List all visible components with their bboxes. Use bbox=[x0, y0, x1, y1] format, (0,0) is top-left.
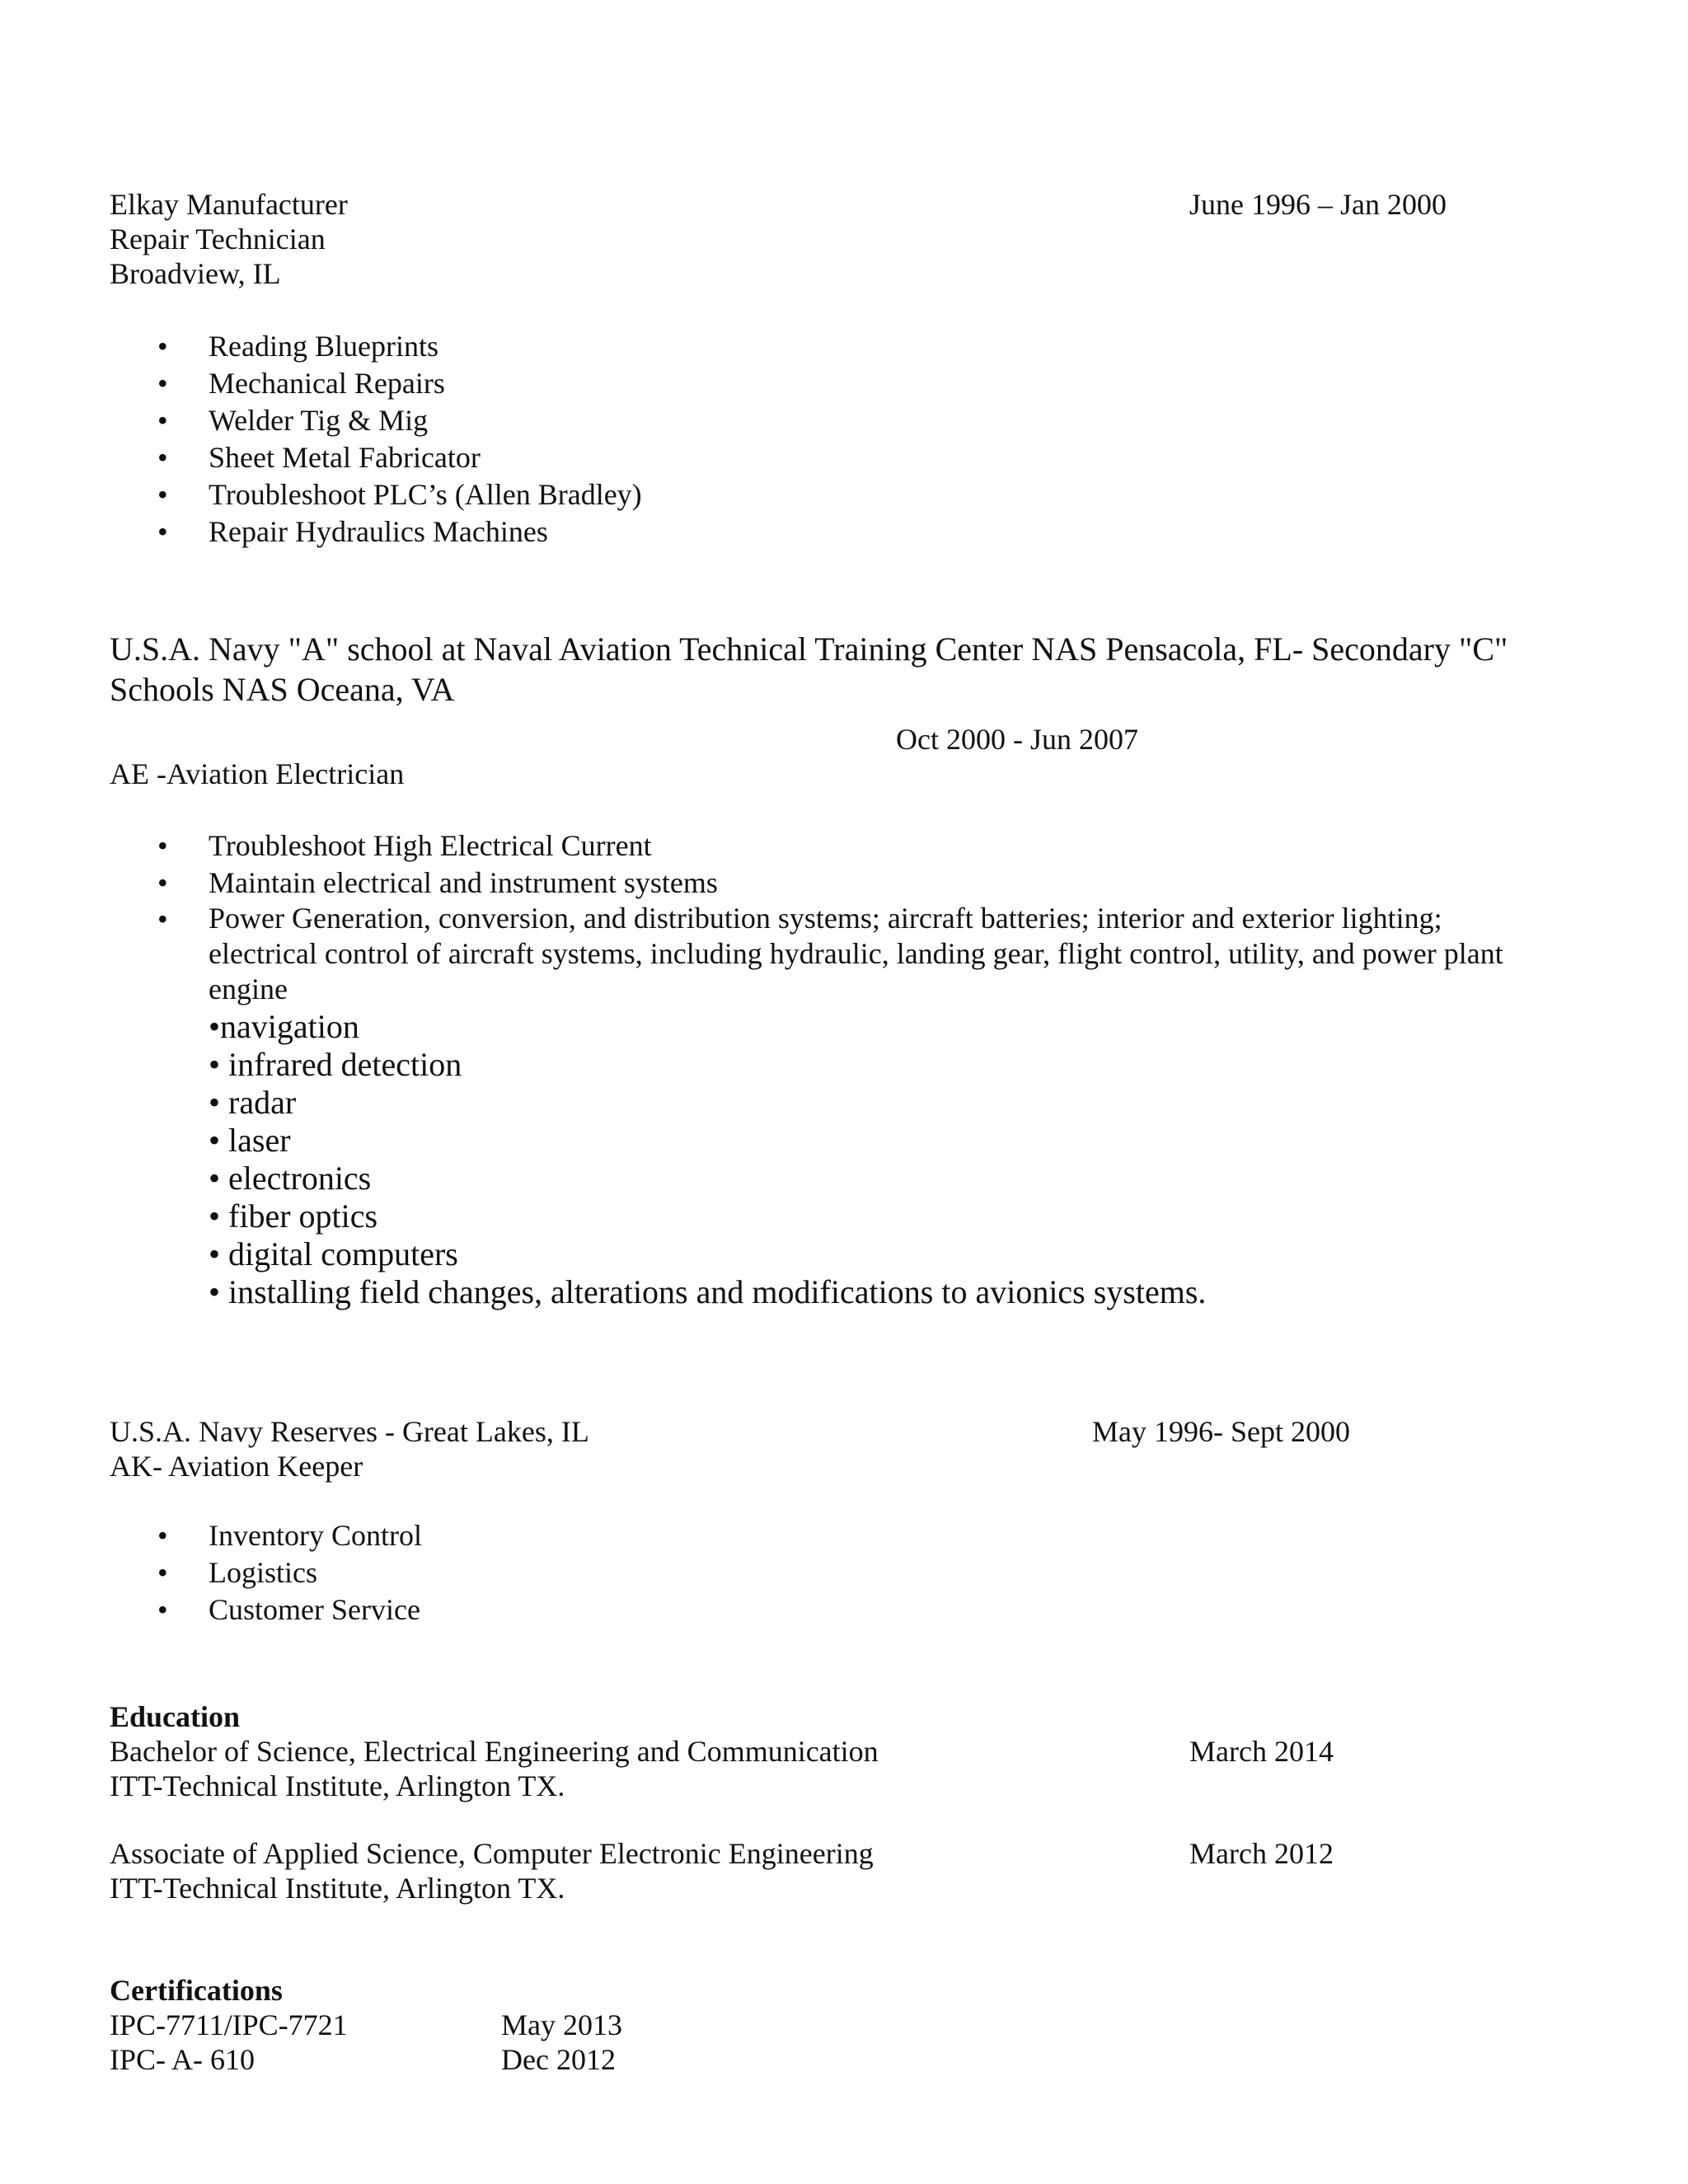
elkay-duties-list bbox=[110, 328, 642, 551]
certification-date: Dec 2012 bbox=[501, 2043, 616, 2076]
reserves-title: AK- Aviation Keeper bbox=[110, 1450, 363, 1483]
list-item: • Maintain electrical and instrument systems bbox=[110, 865, 718, 902]
list-item: • laser bbox=[209, 1122, 291, 1159]
degree-associate: Associate of Applied Science, Computer Electronic Engineering bbox=[110, 1837, 874, 1870]
list-item: • Inventory Control bbox=[110, 1517, 422, 1554]
elkay-dates: June 1996 – Jan 2000 bbox=[1189, 188, 1447, 221]
navy-systems-list bbox=[209, 1008, 1206, 1311]
list-item: • Repair Hydraulics Machines bbox=[110, 513, 642, 551]
elkay-company: Elkay Manufacturer bbox=[110, 188, 348, 221]
elkay-title: Repair Technician bbox=[110, 223, 326, 255]
degree-associate-school: ITT-Technical Institute, Arlington TX. bbox=[110, 1872, 565, 1905]
certifications-heading: Certifications bbox=[110, 1974, 283, 2007]
list-item: • infrared detection bbox=[209, 1046, 462, 1083]
list-item: • digital computers bbox=[209, 1235, 458, 1272]
list-item: • Logistics bbox=[110, 1554, 422, 1591]
list-item: • installing field changes, alterations and modifications to avionics systems. bbox=[209, 1273, 1207, 1310]
bullet-icon: • bbox=[157, 902, 168, 935]
navy-title: AE -Aviation Electrician bbox=[110, 757, 405, 790]
certification-date: May 2013 bbox=[501, 2008, 622, 2041]
certification-name: IPC- A- 610 bbox=[110, 2043, 256, 2076]
education-heading: Education bbox=[110, 1700, 241, 1733]
list-item: • Welder Tig & Mig bbox=[110, 402, 642, 439]
navy-heading-line1: U.S.A. Navy "A" school at Naval Aviation Technical Training Center NAS Pensacola, FL- Secondary "C" bbox=[110, 630, 1508, 668]
reserves-heading: U.S.A. Navy Reserves - Great Lakes, IL bbox=[110, 1415, 589, 1448]
list-item: • fiber optics bbox=[209, 1197, 378, 1235]
degree-bachelor-date: March 2014 bbox=[1189, 1735, 1334, 1768]
navy-duties-list bbox=[110, 827, 718, 902]
degree-bachelor: Bachelor of Science, Electrical Engineering and Communication bbox=[110, 1735, 879, 1768]
list-item: • Sheet Metal Fabricator bbox=[110, 439, 642, 476]
degree-bachelor-school: ITT-Technical Institute, Arlington TX. bbox=[110, 1769, 565, 1802]
reserves-duties-list bbox=[110, 1517, 422, 1629]
elkay-location: Broadview, IL bbox=[110, 257, 281, 290]
navy-power-generation-text: Power Generation, conversion, and distribution systems; aircraft batteries; interior and exterior lighting; electrical control of aircraft systems, including hydraulic, landing gear, flight control, utility, and power plant engine bbox=[209, 902, 1503, 1005]
degree-associate-date: March 2012 bbox=[1189, 1837, 1334, 1870]
list-item: • Customer Service bbox=[110, 1591, 422, 1629]
list-item: • electronics bbox=[209, 1160, 372, 1197]
list-item: • radar bbox=[209, 1084, 297, 1121]
navy-dates: Oct 2000 - Jun 2007 bbox=[896, 723, 1138, 756]
navy-heading-line2: Schools NAS Oceana, VA bbox=[110, 671, 455, 708]
list-item: •navigation bbox=[209, 1008, 359, 1045]
list-item: • Troubleshoot PLC’s (Allen Bradley) bbox=[110, 476, 642, 513]
list-item: • Mechanical Repairs bbox=[110, 365, 642, 402]
reserves-dates: May 1996- Sept 2000 bbox=[1092, 1415, 1350, 1448]
list-item: • Reading Blueprints bbox=[110, 328, 642, 365]
list-item: • Troubleshoot High Electrical Current bbox=[110, 827, 718, 865]
certification-name: IPC-7711/IPC-7721 bbox=[110, 2008, 348, 2041]
